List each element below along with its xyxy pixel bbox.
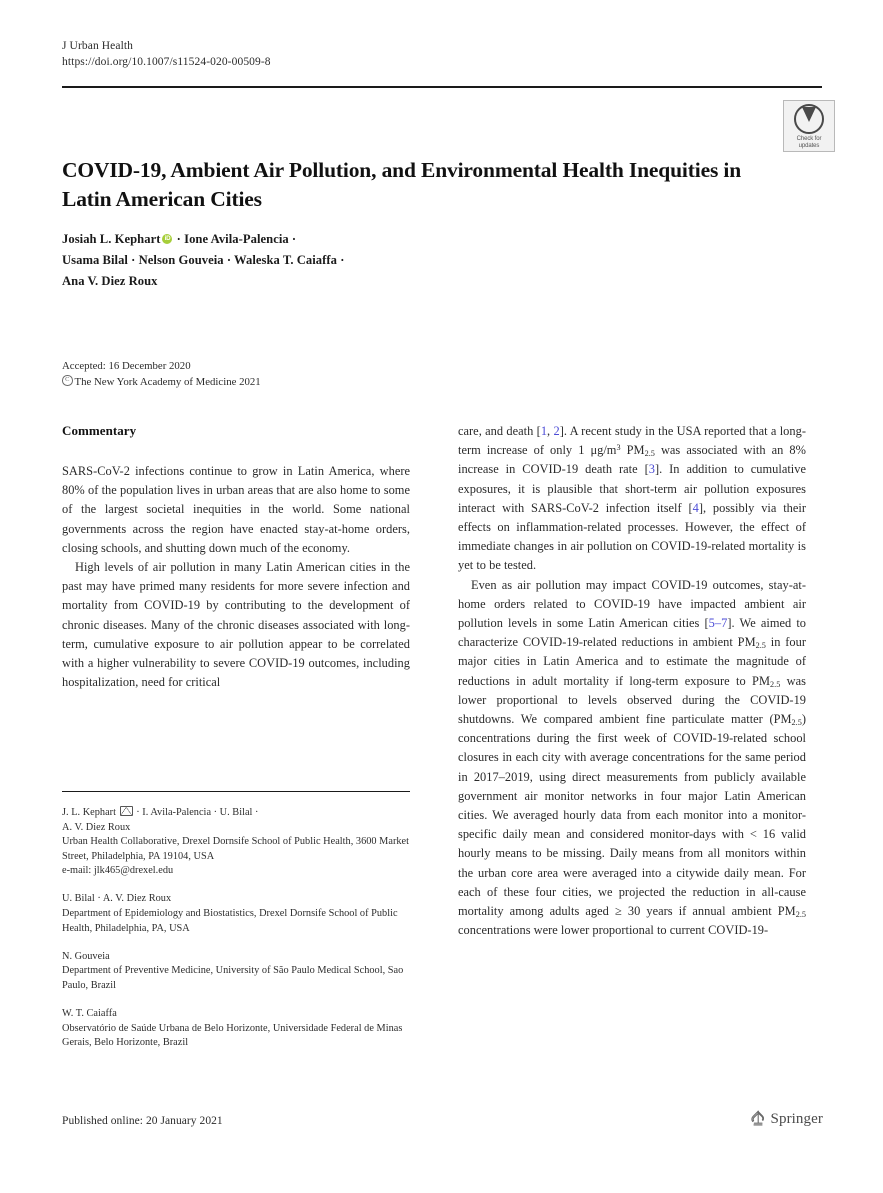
affiliation-group: U. Bilal · A. V. Diez Roux Department of Epidemiology and Biostatistics, Drexel Dornsife School of Public Health, Philadelphia, PA, USA xyxy=(62,893,398,934)
citation-link[interactable]: 2 xyxy=(553,424,560,438)
affiliation-divider xyxy=(62,791,410,792)
column-right xyxy=(458,422,806,940)
paragraph: care, and death [1, 2]. A recent study in the USA reported that a long-term increase of only 1 $\mu g/m^3$ $PM_{2.5}$ was associated with an 8% increase in COVID-19 death rate [3]. In addition to cumulative exposures, it is plausible that short-term air pollution exposures interact with SARS-CoV-2 infection itself [4], possibly via their effects on inflammation-related processes. However, the effect of immediate changes in air pollution on COVID-19-related mortality is yet to be tested. xyxy=(458,424,807,573)
citation-link[interactable]: 5–7 xyxy=(708,616,728,631)
author-name: · Ione Avila-Palencia · xyxy=(173,232,297,246)
publication-info xyxy=(62,359,482,390)
citation-link[interactable]: 1 xyxy=(540,424,548,438)
section-heading: Commentary xyxy=(62,423,137,438)
crossmark-label: Check for updates xyxy=(796,136,822,149)
affiliation-group: W. T. Caiaffa Observatório de Saúde Urbana de Belo Horizonte, Universidade Federal de Minas Gerais, Belo Horizonte, Brazil xyxy=(62,1008,403,1049)
citation-link[interactable]: 3 xyxy=(648,462,655,477)
author-name: Ana V. Diez Roux xyxy=(62,274,158,288)
header-divider xyxy=(62,86,822,88)
paragraph: Even as air pollution may impact COVID-19 outcomes, stay-at-home orders related to COVID-19 have impacted ambient air pollution levels in some Latin American cities [5–7]. We aimed to characterize COVID-19-related reductions in ambient $PM_{2.5}$ in four major cities in Latin America and to estimate the magnitude of reductions in adult mortality if long-term exposure to $PM_{2.5}$ was lower proportional to levels observed during the COVID-19 shutdowns. We compared ambient fine particulate matter $(PM_{2.5})$ concentrations during the first week of COVID-19-related school closures in each city with average concentrations for the same period in 2017–2019, using direct measurements from publicly available government air monitor networks in four major Latin American cities. We averaged hourly data from each monitor into a monitor-specific daily mean and considered monitor-days with < 16 valid hourly means to be missing. Daily means from all monitors within the urban core area were averaged into a citywide daily mean. For each of these four cities, we projected the reduction in all-cause mortality among adults aged ≥ 30 years if annual ambient $PM_{2.5}$ concentrations were lower proportional to current COVID-19- xyxy=(458,577,807,938)
affiliation-group: J. L. Kephart · I. Avila-Palencia · U. Bilal · A. V. Diez Roux Urban Health Collaborative, Drexel Dornsife School of Public Health, 3600 Market Street, Philadelphia, PA 19104, USA e-mail: jlk465@drexel.edu xyxy=(62,807,410,877)
author-name: Josiah L. Kephart xyxy=(62,232,161,246)
citation-link[interactable]: 4 xyxy=(692,500,699,515)
paragraph: SARS-CoV-2 infections continue to grow in Latin America, where 80% of the population lives in urban areas that are also home to some of the largest societal inequities in the world. Some national governments across the region have enacted stay-at-home orders, closing schools, and shutting down much of the economy. xyxy=(62,464,410,555)
publisher-name: Springer xyxy=(770,1111,823,1127)
paragraph: High levels of air pollution in many Latin American cities in the past may have primed many residents for more severe infection and mortality from COVID-19 by contributing to the development of chronic diseases. Many of the chronic diseases associated with long-term, cumulative exposure to air pollution appear to be correlated with a higher vulnerability to severe COVID-19 outcomes, including hospitalization, need for critical xyxy=(62,560,410,690)
springer-knight-icon xyxy=(750,1110,766,1128)
affiliation-group: N. Gouveia Department of Preventive Medicine, University of São Paulo Medical School, Sao Paulo, Brazil xyxy=(62,950,404,991)
envelope-icon xyxy=(120,806,133,816)
copyright-icon xyxy=(62,375,73,386)
email-link[interactable]: e-mail: jlk465@drexel.edu xyxy=(62,865,174,877)
author-name: Usama Bilal · Nelson Gouveia · Waleska T. Caiaffa · xyxy=(62,253,345,267)
orcid-id-icon[interactable] xyxy=(162,234,172,244)
publisher-logo xyxy=(750,1110,823,1128)
published-online-date: Published online: 20 January 2021 xyxy=(62,1115,223,1127)
crossmark-icon xyxy=(794,104,824,134)
doi-link[interactable]: https://doi.org/10.1007/s11524-020-00509-8 xyxy=(62,56,271,68)
check-for-updates-badge[interactable] xyxy=(783,100,835,152)
journal-name: J Urban Health xyxy=(62,40,134,52)
affiliation-block xyxy=(62,806,422,1051)
accepted-date: Accepted: 16 December 2020 xyxy=(62,360,191,372)
author-list xyxy=(62,229,562,292)
journal-header xyxy=(62,38,822,70)
column-left xyxy=(62,422,410,692)
copyright-line: CThe New York Academy of Medicine 2021 xyxy=(62,375,482,391)
page-title: COVID-19, Ambient Air Pollution, and Environmental Health Inequities in Latin American Cities xyxy=(62,158,742,212)
